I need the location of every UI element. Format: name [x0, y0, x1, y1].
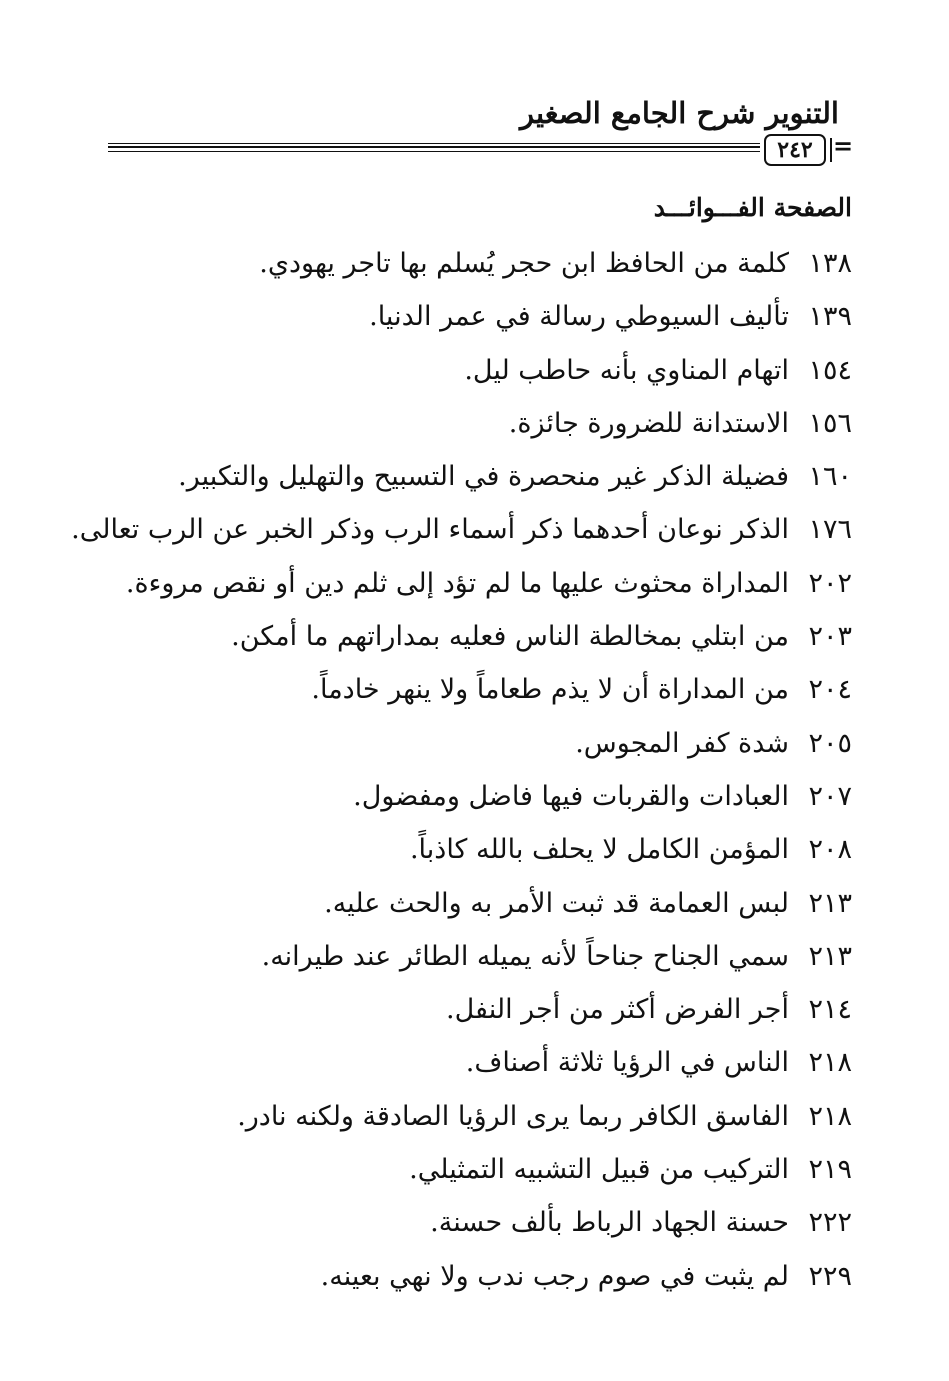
entry-text: الذكر نوعان أحدهما ذكر أسماء الرب وذكر الخبر عن الرب تعالى.: [71, 514, 789, 546]
list-item: [0, 404, 949, 457]
entry-page-number: ٢٢٩: [808, 1260, 852, 1292]
header-dash: =: [833, 131, 854, 160]
list-item: [0, 457, 949, 510]
entry-page-number: ٢١٨: [808, 1047, 852, 1079]
entry-text: سمي الجناح جناحاً لأنه يميله الطائر عند طيرانه.: [261, 940, 789, 972]
list-item: [0, 670, 949, 723]
entry-text: فضيلة الذكر غير منحصرة في التسبيح والتهليل والتكبير.: [178, 461, 789, 493]
entry-text: المداراة محثوث عليها ما لم تؤد إلى ثلم دين أو نقص مروءة.: [125, 567, 789, 599]
list-item: [0, 884, 949, 937]
column-header: الصفحة الفـــوائـــد: [653, 193, 852, 222]
list-item: [0, 1043, 949, 1096]
page-number: ٢٤٢: [764, 134, 826, 166]
entry-page-number: ٢١٣: [808, 887, 852, 919]
entry-text: العبادات والقربات فيها فاضل ومفضول.: [353, 780, 789, 812]
list-item: [0, 1150, 949, 1203]
list-item: [0, 510, 949, 563]
entry-page-number: ٢١٩: [808, 1154, 852, 1186]
entry-page-number: ١٥٦: [808, 407, 852, 439]
entry-page-number: ٢٠٣: [808, 621, 852, 653]
entry-text: الاستدانة للضرورة جائزة.: [508, 407, 789, 439]
list-item: [0, 617, 949, 670]
entry-page-number: ١٥٤: [808, 354, 852, 386]
entry-text: من ابتلي بمخالطة الناس فعليه بمداراتهم ما أمكن.: [231, 621, 789, 653]
entry-page-number: ٢٠٤: [808, 674, 852, 706]
benefits-list: [0, 244, 949, 1310]
entry-text: التركيب من قبيل التشبيه التمثيلي.: [409, 1154, 789, 1186]
entry-text: لبس العمامة قد ثبت الأمر به والحث عليه.: [324, 887, 789, 919]
entry-text: شدة كفر المجوس.: [575, 727, 789, 759]
entry-text: المؤمن الكامل لا يحلف بالله كاذباً.: [409, 834, 789, 866]
entry-text: كلمة من الحافظ ابن حجر يُسلم بها تاجر يهودي.: [259, 248, 789, 279]
entry-page-number: ١٦٠: [808, 461, 852, 493]
entry-page-number: ٢٠٢: [808, 567, 852, 599]
entry-page-number: ٢٢٢: [808, 1207, 852, 1239]
header-rule: [108, 143, 760, 155]
list-item: [0, 724, 949, 777]
entry-text: أجر الفرض أكثر من أجر النفل.: [446, 994, 789, 1026]
entry-page-number: ٢١٣: [808, 940, 852, 972]
entry-page-number: ٢١٨: [808, 1100, 852, 1132]
header-rule-line: [108, 143, 760, 144]
entry-page-number: ١٣٩: [808, 301, 852, 333]
entry-page-number: ٢٠٨: [808, 834, 852, 866]
list-item: [0, 937, 949, 990]
entry-page-number: ٢١٤: [808, 994, 852, 1026]
list-item: [0, 830, 949, 883]
list-item: [0, 564, 949, 617]
entry-text: لم يثبت في صوم رجب ندب ولا نهي بعينه.: [320, 1260, 789, 1292]
entry-text: اتهام المناوي بأنه حاطب ليل.: [464, 354, 789, 386]
list-item: [0, 244, 949, 297]
list-item: [0, 1257, 949, 1310]
entry-page-number: ٢٠٥: [808, 727, 852, 759]
list-item: [0, 1097, 949, 1150]
list-item: [0, 1203, 949, 1256]
header-rule-line: [108, 151, 760, 152]
list-item: [0, 351, 949, 404]
list-item: [0, 777, 949, 830]
entry-text: الفاسق الكافر ربما يرى الرؤيا الصادقة ولكنه نادر.: [237, 1100, 789, 1132]
list-item: [0, 990, 949, 1043]
entry-text: تأليف السيوطي رسالة في عمر الدنيا.: [369, 301, 789, 333]
list-item: [0, 297, 949, 350]
entry-page-number: ٢٠٧: [808, 780, 852, 812]
entry-text: حسنة الجهاد الرباط بألف حسنة.: [430, 1207, 789, 1239]
header-rule-line: [108, 146, 760, 148]
running-title: التنوير شرح الجامع الصغير: [520, 96, 839, 130]
entry-text: من المداراة أن لا يذم طعاماً ولا ينهر خادماً.: [311, 674, 789, 706]
entry-page-number: ١٣٨: [808, 248, 852, 279]
entry-page-number: ١٧٦: [808, 514, 852, 546]
entry-text: الناس في الرؤيا ثلاثة أصناف.: [465, 1047, 789, 1079]
